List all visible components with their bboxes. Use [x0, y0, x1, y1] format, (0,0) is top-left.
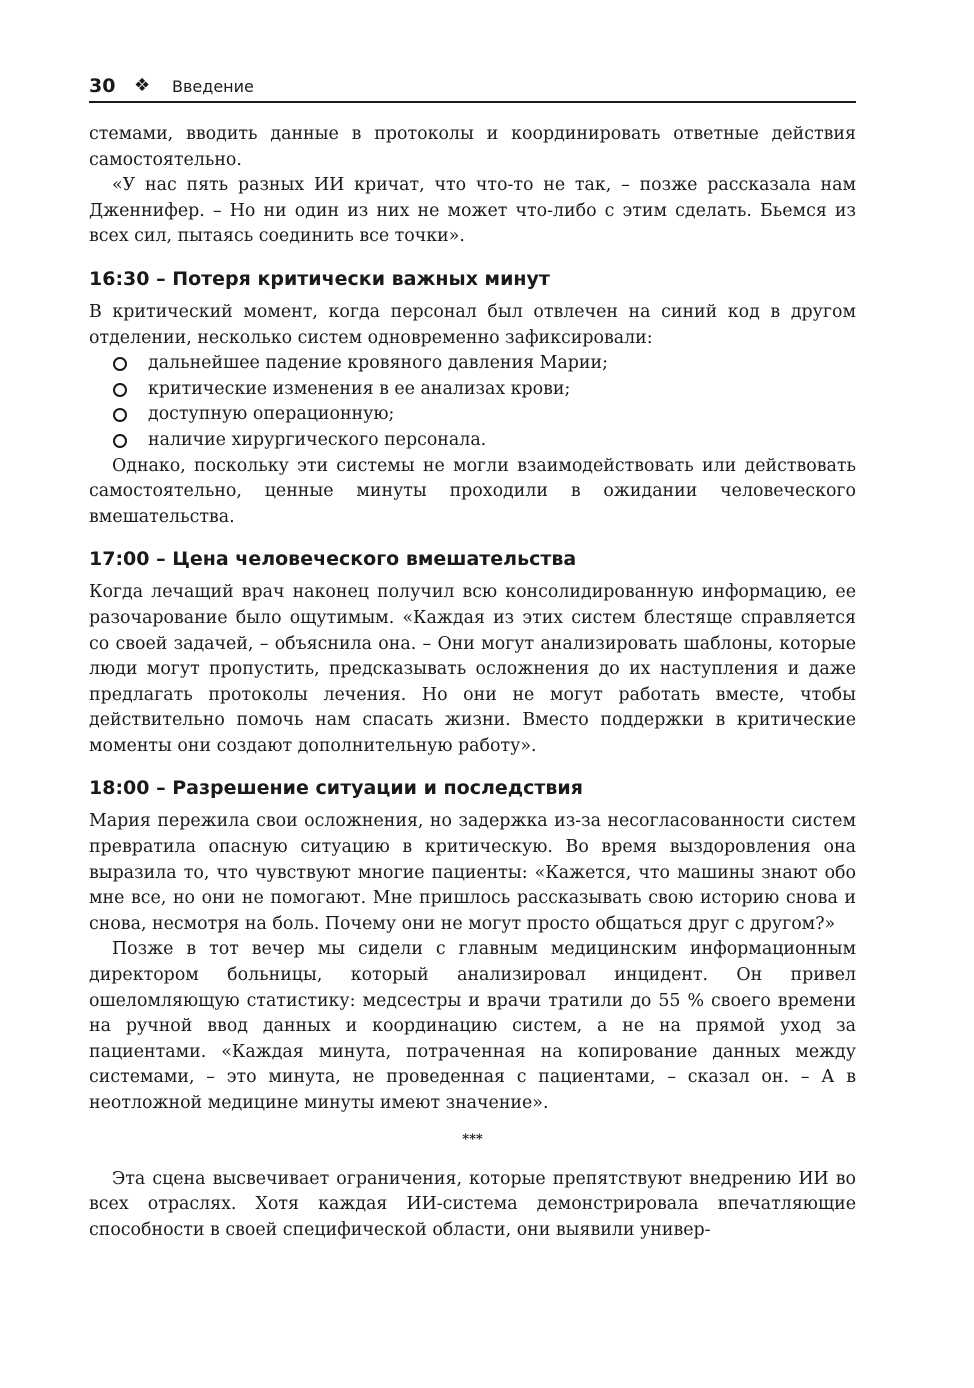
bullet-icon: [113, 408, 127, 422]
section-heading: 16:30 – Потеря критически важных минут: [89, 267, 550, 290]
paragraph: Эта сцена высвечивает ограничения, которые препятствуют внедрению ИИ во всех отраслях. Хотя каждая ИИ-система демонстрировала впечатляющие способности в своей специфической области, они выявили универ-: [89, 1168, 856, 1240]
ornament-icon: ❖: [134, 75, 151, 96]
section-heading: 17:00 – Цена человеческого вмешательства: [89, 548, 577, 571]
running-header: [89, 77, 856, 103]
paragraph: Однако, поскольку эти системы не могли взаимодействовать или действовать самостоятельно, ценные минуты проходили в ожидании человеческого вмешательства.: [89, 455, 856, 527]
paragraph: Мария пережила свои осложнения, но задержка из-за несогласованности систем превратила опасную ситуацию в критическую. Во время выздоровления она выразила то, что чувствуют многие пациенты: «Кажется, что машины знают обо мне все, но они не помогают. Мне пришлось рассказывать свою историю снова и снова, несмотря на боль. Почему они не могут просто общаться друг с другом?»: [89, 811, 856, 934]
page-number: 30: [89, 75, 116, 97]
bullet-icon: [113, 357, 127, 371]
bullet-icon: [113, 434, 127, 448]
bullet-list: [89, 351, 856, 453]
list-item: доступную операционную;: [89, 402, 856, 428]
list-item: критические изменения в ее анализах крови;: [89, 377, 856, 403]
paragraph: «У нас пять разных ИИ кричат, что что-то не так, – позже рассказала нам Дженнифер. – Но ни один из них не может что-либо с этим сделать. Бьемся из всех сил, пытаясь соединить все точки».: [89, 175, 856, 247]
paragraph: Позже в тот вечер мы сидели с главным медицинским информационным директором больницы, который анализировал инцидент. Он привел ошеломляющую статистику: медсестры и врачи тратили до 55 % своего времени на ручной ввод данных и координацию систем, а не на прямой уход за пациентами. «Каждая минута, потраченная на копирование данных между системами, – это минута, не проведенная с пациентами, – сказал он. – А в неотложной медицине минуты имеют значение».: [89, 939, 856, 1113]
paragraph: стемами, вводить данные в протоколы и координировать ответные действия самостоятельно.: [89, 124, 856, 170]
page-content: [89, 122, 856, 1243]
chapter-title: Введение: [172, 77, 254, 96]
section-heading: 18:00 – Разрешение ситуации и последствия: [89, 777, 583, 800]
list-item: наличие хирургического персонала.: [89, 428, 856, 454]
paragraph: Когда лечащий врач наконец получил всю консолидированную информацию, ее разочарование было ощутимым. «Каждая из этих систем блестяще справляется со своей задачей, – объяснила она. – Они могут анализировать шаблоны, которые люди могут пропустить, предсказывать осложнения до их наступления и даже предлагать протоколы лечения. Но они не могут работать вместе, чтобы действительно помочь нам спасать жизни. Вместо поддержки в критические моменты они создают дополнительную работу».: [89, 582, 856, 756]
bullet-icon: [113, 383, 127, 397]
section-separator: ***: [462, 1131, 483, 1147]
paragraph: В критический момент, когда персонал был отвлечен на синий код в другом отделении, несколько систем одновременно зафиксировали:: [89, 301, 856, 348]
list-item: дальнейшее падение кровяного давления Марии;: [89, 351, 856, 377]
